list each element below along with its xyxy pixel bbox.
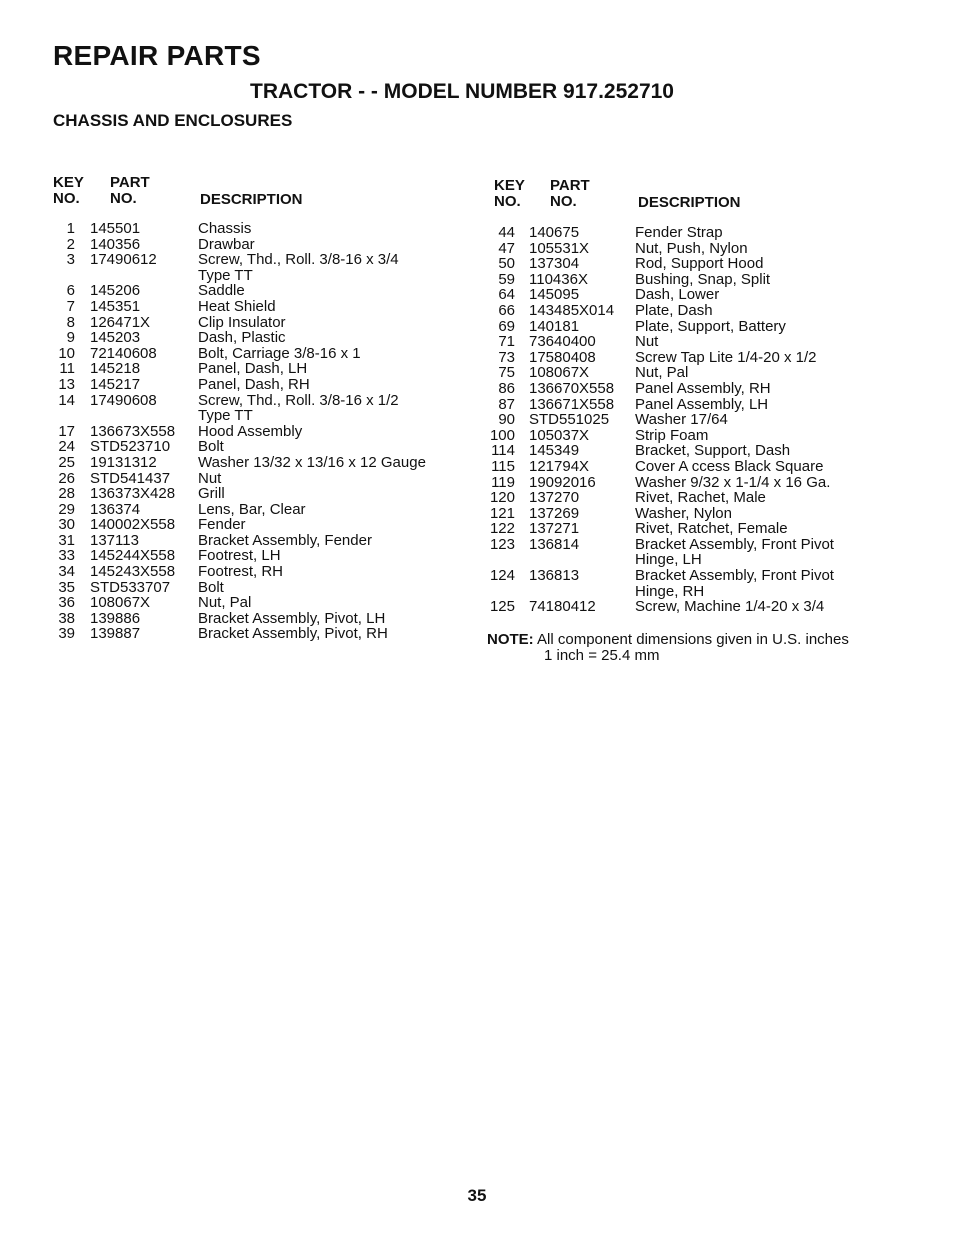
part-description: Drawbar — [198, 235, 255, 253]
part-description: Washer 9/32 x 1-1/4 x 16 Ga. — [635, 473, 831, 491]
table-row — [53, 252, 453, 283]
part-description: Screw, Machine 1/4-20 x 3/4 — [635, 598, 825, 616]
part-description: Strip Foam — [635, 426, 709, 444]
key-header-2: NO. — [494, 193, 521, 210]
page-number: 35 — [467, 1186, 487, 1205]
key-number: 121 — [489, 504, 515, 522]
key-number: 29 — [58, 500, 75, 518]
part-description: Bolt — [198, 578, 224, 596]
table-row — [482, 350, 882, 366]
table-row — [53, 361, 453, 377]
part-number: STD533707 — [90, 578, 171, 596]
part-description: Hood Assembly — [198, 422, 303, 440]
part-description: Bolt, Carriage 3/8-16 x 1 — [198, 344, 361, 362]
key-number: 24 — [58, 438, 75, 456]
key-number: 8 — [66, 313, 75, 331]
key-number: 13 — [58, 375, 75, 393]
part-description: Screw Tap Lite 1/4-20 x 1/2 — [635, 348, 817, 366]
part-number: 73640400 — [529, 333, 596, 351]
key-number: 17 — [58, 422, 75, 440]
key-number: 11 — [59, 360, 75, 378]
part-description: Panel, Dash, RH — [198, 375, 310, 393]
part-description: Screw, Thd., Roll. 3/8-16 x 3/4 Type TT — [198, 251, 399, 284]
part-description: Saddle — [198, 282, 245, 300]
table-row — [53, 283, 453, 299]
part-number: 108067X — [90, 594, 151, 612]
part-number: 145217 — [90, 375, 141, 393]
part-number: 72140608 — [90, 344, 157, 362]
key-number: 10 — [58, 344, 75, 362]
part-number: 137269 — [529, 504, 580, 522]
table-row — [482, 568, 882, 599]
table-row — [53, 548, 453, 564]
description-header: DESCRIPTION — [638, 194, 741, 211]
part-header-2: NO. — [550, 193, 577, 210]
table-row — [482, 443, 882, 459]
part-number: 136813 — [529, 567, 580, 585]
part-number: 136814 — [529, 535, 580, 553]
part-number: 17490608 — [90, 391, 157, 409]
key-number: 75 — [498, 364, 515, 382]
part-description: Fender — [198, 516, 246, 534]
key-header-1: KEY — [53, 174, 84, 191]
part-description: Footrest, RH — [198, 563, 284, 581]
part-number: 145501 — [90, 220, 141, 237]
key-number: 86 — [498, 379, 515, 397]
key-number: 31 — [58, 531, 75, 549]
table-row — [53, 439, 453, 455]
part-number: 110436X — [529, 270, 588, 288]
model-subtitle: TRACTOR - - MODEL NUMBER 917.252710 — [250, 80, 674, 103]
part-number: 145349 — [529, 442, 580, 460]
part-number: 136671X558 — [529, 395, 615, 413]
table-row — [53, 486, 453, 502]
part-description: Washer 13/32 x 13/16 x 12 Gauge — [198, 453, 426, 471]
part-description: Footrest, LH — [198, 547, 281, 565]
key-number: 114 — [491, 442, 515, 460]
key-number: 1 — [66, 220, 75, 237]
key-number: 122 — [489, 520, 515, 538]
key-number: 7 — [66, 297, 75, 315]
key-number: 73 — [498, 348, 515, 366]
key-number: 35 — [58, 578, 75, 596]
table-row — [53, 455, 453, 471]
key-number: 6 — [66, 282, 75, 300]
part-description: Bracket, Support, Dash — [635, 442, 791, 460]
key-number: 59 — [498, 270, 515, 288]
table-row — [53, 533, 453, 549]
key-number: 124 — [489, 567, 515, 585]
table-row — [53, 471, 453, 487]
table-row — [482, 334, 882, 350]
table-header — [53, 175, 453, 209]
key-number: 14 — [58, 391, 75, 409]
table-row — [482, 272, 882, 288]
part-number: 145243X558 — [90, 563, 176, 581]
part-number: STD541437 — [90, 469, 171, 487]
part-number: 137304 — [529, 255, 580, 273]
part-number: 136670X558 — [529, 379, 615, 397]
part-number: 137271 — [529, 520, 580, 538]
section-heading: CHASSIS AND ENCLOSURES — [53, 111, 293, 130]
table-row — [482, 506, 882, 522]
part-number: 145218 — [90, 360, 141, 378]
table-row — [482, 459, 882, 475]
part-description: Panel Assembly, RH — [635, 379, 771, 397]
part-description: Chassis — [198, 220, 252, 237]
table-row — [482, 241, 882, 257]
key-number: 25 — [58, 453, 75, 471]
table-row — [53, 377, 453, 393]
part-description: Bracket Assembly, Pivot, RH — [198, 625, 388, 643]
part-number: STD551025 — [529, 411, 610, 429]
table-row — [482, 428, 882, 444]
part-description: Panel, Dash, LH — [198, 360, 308, 378]
part-number: 126471X — [90, 313, 151, 331]
table-row — [482, 475, 882, 491]
part-description: Fender Strap — [635, 224, 723, 241]
key-number: 26 — [58, 469, 75, 487]
part-description: Bracket Assembly, Pivot, LH — [198, 609, 386, 627]
part-number: 140675 — [529, 224, 580, 241]
part-description: Bushing, Snap, Split — [635, 270, 771, 288]
table-row — [53, 221, 453, 237]
key-number: 64 — [498, 286, 515, 304]
table-row — [482, 537, 882, 568]
part-number: 145244X558 — [90, 547, 176, 565]
table-row — [482, 303, 882, 319]
note-label: NOTE: — [487, 631, 534, 648]
key-number: 36 — [58, 594, 75, 612]
part-number: 139886 — [90, 609, 141, 627]
part-number: 143485X014 — [529, 301, 615, 319]
part-description: Nut — [635, 333, 659, 351]
table-row — [53, 626, 453, 642]
page-title: REPAIR PARTS — [53, 40, 261, 71]
key-number: 34 — [58, 563, 75, 581]
part-description: Heat Shield — [198, 297, 276, 315]
part-number: 19092016 — [529, 473, 596, 491]
parts-table-left — [53, 175, 453, 642]
key-number: 3 — [66, 251, 75, 269]
part-number: STD523710 — [90, 438, 171, 456]
key-number: 28 — [58, 485, 75, 503]
table-row — [482, 599, 882, 615]
part-description: Dash, Lower — [635, 286, 720, 304]
part-description: Bolt — [198, 438, 224, 456]
table-row — [482, 319, 882, 335]
table-header — [482, 178, 882, 212]
part-description: Plate, Support, Battery — [635, 317, 786, 335]
part-description: Bracket Assembly, Front Pivot Hinge, RH — [635, 567, 834, 600]
table-row — [482, 381, 882, 397]
table-row — [53, 611, 453, 627]
parts-table-right — [482, 178, 882, 615]
key-number: 30 — [58, 516, 75, 534]
part-description: Grill — [198, 485, 225, 503]
table-row — [53, 564, 453, 580]
part-number: 139887 — [90, 625, 141, 643]
part-number: 121794X — [529, 457, 590, 475]
table-row — [53, 330, 453, 346]
table-row — [482, 225, 882, 241]
key-number: 39 — [58, 625, 75, 643]
part-number: 17490612 — [90, 251, 157, 269]
key-number: 2 — [66, 235, 75, 253]
table-row — [53, 315, 453, 331]
table-row — [482, 412, 882, 428]
key-number: 44 — [498, 224, 515, 241]
key-number: 90 — [498, 411, 515, 429]
part-number: 140356 — [90, 235, 141, 253]
part-description: Rivet, Ratchet, Female — [635, 520, 788, 538]
part-description: Dash, Plastic — [198, 329, 286, 347]
part-description: Washer, Nylon — [635, 504, 732, 522]
table-row — [482, 397, 882, 413]
key-number: 71 — [498, 333, 515, 351]
part-number: 145095 — [529, 286, 580, 304]
part-description: Washer 17/64 — [635, 411, 728, 429]
part-number: 19131312 — [90, 453, 157, 471]
table-row — [53, 517, 453, 533]
key-number: 120 — [489, 489, 515, 507]
part-number: 140002X558 — [90, 516, 176, 534]
part-number: 145203 — [90, 329, 141, 347]
part-number: 74180412 — [529, 598, 596, 616]
part-description: Nut, Pal — [198, 594, 252, 612]
table-row — [482, 256, 882, 272]
part-description: Plate, Dash — [635, 301, 713, 319]
parts-list-left — [53, 221, 453, 642]
part-description: Nut, Push, Nylon — [635, 239, 748, 257]
part-number: 105037X — [529, 426, 590, 444]
key-number: 33 — [58, 547, 75, 565]
part-number: 136673X558 — [90, 422, 176, 440]
part-description: Nut, Pal — [635, 364, 689, 382]
note-line-2: 1 inch = 25.4 mm — [544, 646, 660, 664]
table-row — [53, 393, 453, 424]
part-description: Nut — [198, 469, 222, 487]
part-number: 137270 — [529, 489, 580, 507]
part-description: Bracket Assembly, Front Pivot Hinge, LH — [635, 535, 834, 569]
key-number: 69 — [498, 317, 515, 335]
parts-list-right — [482, 225, 882, 615]
key-number: 87 — [498, 395, 515, 413]
key-number: 66 — [498, 301, 515, 319]
table-row — [53, 424, 453, 440]
part-number: 137113 — [90, 531, 139, 549]
table-row — [482, 490, 882, 506]
part-description: Rivet, Rachet, Male — [635, 489, 766, 507]
part-description: Cover A ccess Black Square — [635, 457, 824, 475]
key-number: 100 — [489, 426, 515, 444]
table-row — [53, 502, 453, 518]
part-header-2: NO. — [110, 190, 137, 207]
part-description: Screw, Thd., Roll. 3/8-16 x 1/2 Type TT — [198, 391, 399, 425]
table-row — [482, 365, 882, 381]
table-row — [53, 237, 453, 253]
part-number: 145351 — [90, 297, 141, 315]
key-number: 38 — [58, 609, 75, 627]
part-header-1: PART — [550, 177, 590, 194]
key-header-1: KEY — [494, 177, 525, 194]
part-header-1: PART — [110, 174, 150, 191]
key-number: 115 — [491, 457, 515, 475]
description-header: DESCRIPTION — [200, 191, 303, 208]
note-line-1: All component dimensions given in U.S. inches — [537, 631, 849, 648]
part-number: 140181 — [529, 317, 580, 335]
part-description: Panel Assembly, LH — [635, 395, 769, 413]
key-number: 125 — [489, 598, 515, 616]
part-description: Rod, Support Hood — [635, 255, 764, 273]
table-row — [482, 521, 882, 537]
table-row — [53, 595, 453, 611]
part-description: Bracket Assembly, Fender — [198, 531, 372, 549]
key-number: 119 — [491, 473, 515, 491]
part-number: 105531X — [529, 239, 590, 257]
part-description: Lens, Bar, Clear — [198, 500, 306, 518]
table-row — [482, 287, 882, 303]
part-number: 136373X428 — [90, 485, 176, 503]
table-row — [53, 299, 453, 315]
part-number: 17580408 — [529, 348, 596, 366]
key-number: 9 — [66, 329, 75, 347]
dimension-note — [487, 632, 849, 663]
part-number: 145206 — [90, 282, 141, 300]
part-number: 136374 — [90, 500, 141, 518]
key-number: 123 — [489, 535, 515, 553]
table-row — [53, 346, 453, 362]
key-header-2: NO. — [53, 190, 80, 207]
key-number: 50 — [498, 255, 515, 273]
key-number: 47 — [498, 239, 515, 257]
table-row — [53, 580, 453, 596]
part-number: 108067X — [529, 364, 590, 382]
part-description: Clip Insulator — [198, 313, 286, 331]
